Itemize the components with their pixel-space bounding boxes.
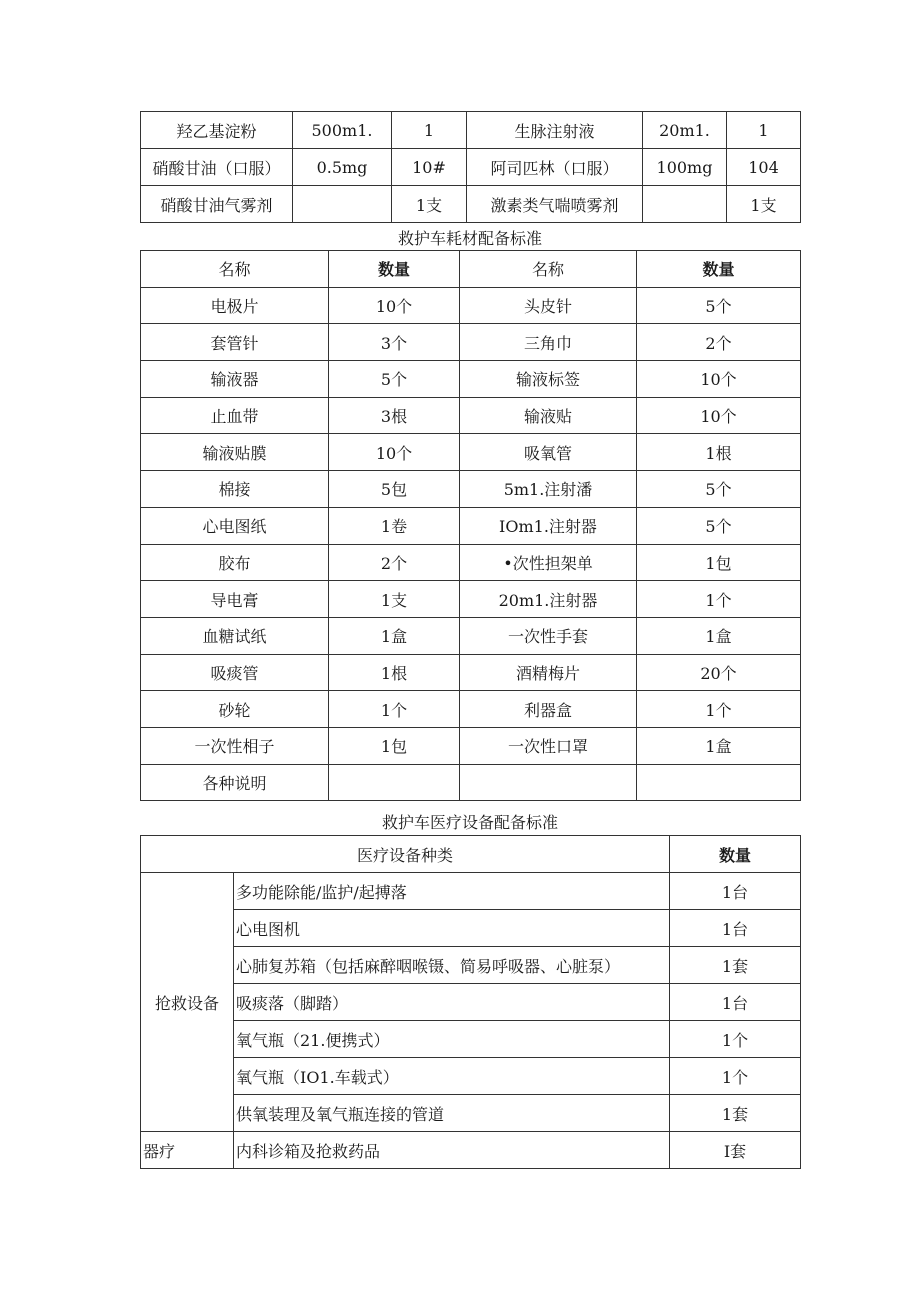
- table-row: [141, 287, 801, 324]
- drug-qty: 1支: [727, 186, 801, 223]
- item-qty: 1根: [637, 434, 801, 471]
- item-qty: 5个: [637, 287, 801, 324]
- drug-qty: 1: [392, 112, 467, 149]
- item-qty: 1盒: [329, 617, 460, 654]
- item-name: 套管针: [141, 324, 329, 361]
- drug-dose: 20m1.: [643, 112, 727, 149]
- equipment-qty: 1台: [670, 910, 801, 947]
- drug-name: 生脉注射液: [467, 112, 643, 149]
- item-name: •次性担架单: [460, 544, 637, 581]
- header-qty: 数量: [637, 251, 801, 288]
- table-row: [141, 324, 801, 361]
- table-row: [141, 873, 801, 910]
- table-row: [141, 112, 801, 149]
- item-qty: [637, 764, 801, 801]
- drug-qty: 104: [727, 149, 801, 186]
- drug-qty: 1支: [392, 186, 467, 223]
- item-qty: 3个: [329, 324, 460, 361]
- equipment-name: 供氧装理及氧气瓶连接的管道: [234, 1095, 670, 1132]
- equipment-qty: 1个: [670, 1021, 801, 1058]
- item-name: 血糖试纸: [141, 617, 329, 654]
- item-name: 胶布: [141, 544, 329, 581]
- item-qty: 10个: [637, 397, 801, 434]
- consumables-table: [140, 250, 801, 801]
- drug-dose: [643, 186, 727, 223]
- drug-qty: 1: [727, 112, 801, 149]
- equipment-name: 吸痰落（脚踏）: [234, 984, 670, 1021]
- item-qty: 5个: [637, 471, 801, 508]
- item-qty: 2个: [329, 544, 460, 581]
- table-row: [141, 1021, 801, 1058]
- equipment-name: 氧气瓶（IO1.车载式）: [234, 1058, 670, 1095]
- item-qty: 5个: [329, 361, 460, 398]
- item-name: 利器盒: [460, 691, 637, 728]
- item-qty: 1盒: [637, 617, 801, 654]
- table-row: [141, 727, 801, 764]
- item-qty: 1包: [329, 727, 460, 764]
- item-name: 一次性手套: [460, 617, 637, 654]
- item-name: 吸痰管: [141, 654, 329, 691]
- item-qty: 1根: [329, 654, 460, 691]
- equipment-name: 氧气瓶（21.便携式）: [234, 1021, 670, 1058]
- drug-qty: 10#: [392, 149, 467, 186]
- header-name: 名称: [141, 251, 329, 288]
- table-row: [141, 947, 801, 984]
- item-qty: 10个: [329, 434, 460, 471]
- header-equipment-type: 医疗设备种类: [141, 836, 670, 873]
- group-label: 抢救设备: [141, 873, 234, 1132]
- table-row: [141, 1058, 801, 1095]
- item-name: 酒精梅片: [460, 654, 637, 691]
- equipment-qty: 1台: [670, 873, 801, 910]
- item-name: 输液贴: [460, 397, 637, 434]
- table-row: [141, 581, 801, 618]
- table-row: [141, 910, 801, 947]
- item-name: 头皮针: [460, 287, 637, 324]
- item-qty: 1盒: [637, 727, 801, 764]
- item-qty: 10个: [329, 287, 460, 324]
- table-row: [141, 507, 801, 544]
- table-row: [141, 984, 801, 1021]
- table-row: [141, 361, 801, 398]
- item-qty: [329, 764, 460, 801]
- table-row: [141, 471, 801, 508]
- drug-dose: [293, 186, 392, 223]
- item-qty: 3根: [329, 397, 460, 434]
- equipment-name: 内科诊箱及抢救药品: [234, 1132, 670, 1169]
- item-qty: 5包: [329, 471, 460, 508]
- item-name: 输液贴膜: [141, 434, 329, 471]
- table-row: [141, 149, 801, 186]
- table-row: [141, 434, 801, 471]
- table-row: [141, 544, 801, 581]
- equipment-name: 心肺复苏箱（包括麻醉咽喉镊、简易呼吸器、心脏泵）: [234, 947, 670, 984]
- drug-dose: 500m1.: [293, 112, 392, 149]
- table-row: [141, 617, 801, 654]
- header-qty: 数量: [329, 251, 460, 288]
- group-label: 器疗: [141, 1132, 234, 1169]
- table-row: [141, 1132, 801, 1169]
- item-name: 输液标签: [460, 361, 637, 398]
- equipment-qty: 1台: [670, 984, 801, 1021]
- item-name: 棉接: [141, 471, 329, 508]
- item-name: 一次性相子: [141, 727, 329, 764]
- item-name: 一次性口罩: [460, 727, 637, 764]
- drug-name: 阿司匹林（口服）: [467, 149, 643, 186]
- table-row: [141, 397, 801, 434]
- table-header-row: [141, 836, 801, 873]
- item-name: [460, 764, 637, 801]
- drug-name: 激素类气喘喷雾剂: [467, 186, 643, 223]
- table-row: [141, 654, 801, 691]
- equipment-table: [140, 835, 801, 1169]
- item-qty: 1个: [637, 581, 801, 618]
- item-name: 电极片: [141, 287, 329, 324]
- item-qty: 20个: [637, 654, 801, 691]
- item-qty: 1包: [637, 544, 801, 581]
- header-name: 名称: [460, 251, 637, 288]
- item-name: 各种说明: [141, 764, 329, 801]
- equipment-title: 救护车医疗设备配备标准: [381, 813, 558, 832]
- table-row: [141, 1095, 801, 1132]
- item-qty: 5个: [637, 507, 801, 544]
- drug-table: [140, 111, 801, 223]
- table-row: [141, 764, 801, 801]
- item-qty: 10个: [637, 361, 801, 398]
- consumables-title: 救护车耗材配备标准: [397, 229, 542, 248]
- equipment-qty: 1套: [670, 947, 801, 984]
- equipment-qty: 1个: [670, 1058, 801, 1095]
- item-name: 输液器: [141, 361, 329, 398]
- equipment-name: 心电图机: [234, 910, 670, 947]
- item-qty: 1个: [637, 691, 801, 728]
- table-row: [141, 186, 801, 223]
- drug-name: 羟乙基淀粉: [141, 112, 293, 149]
- drug-dose: 0.5mg: [293, 149, 392, 186]
- item-name: 吸氧管: [460, 434, 637, 471]
- item-name: IOm1.注射器: [460, 507, 637, 544]
- item-name: 心电图纸: [141, 507, 329, 544]
- item-name: 导电膏: [141, 581, 329, 618]
- item-qty: 1卷: [329, 507, 460, 544]
- table-header-row: [141, 251, 801, 288]
- equipment-qty: I套: [670, 1132, 801, 1169]
- header-qty: 数量: [670, 836, 801, 873]
- item-name: 止血带: [141, 397, 329, 434]
- drug-name: 硝酸甘油（口服）: [141, 149, 293, 186]
- item-qty: 1个: [329, 691, 460, 728]
- item-name: 砂轮: [141, 691, 329, 728]
- drug-dose: 100mg: [643, 149, 727, 186]
- item-qty: 2个: [637, 324, 801, 361]
- item-name: 5m1.注射潘: [460, 471, 637, 508]
- drug-name: 硝酸甘油气雾剂: [141, 186, 293, 223]
- table-row: [141, 691, 801, 728]
- item-name: 20m1.注射器: [460, 581, 637, 618]
- equipment-qty: 1套: [670, 1095, 801, 1132]
- item-qty: 1支: [329, 581, 460, 618]
- equipment-name: 多功能除能/监护/起搏落: [234, 873, 670, 910]
- item-name: 三角巾: [460, 324, 637, 361]
